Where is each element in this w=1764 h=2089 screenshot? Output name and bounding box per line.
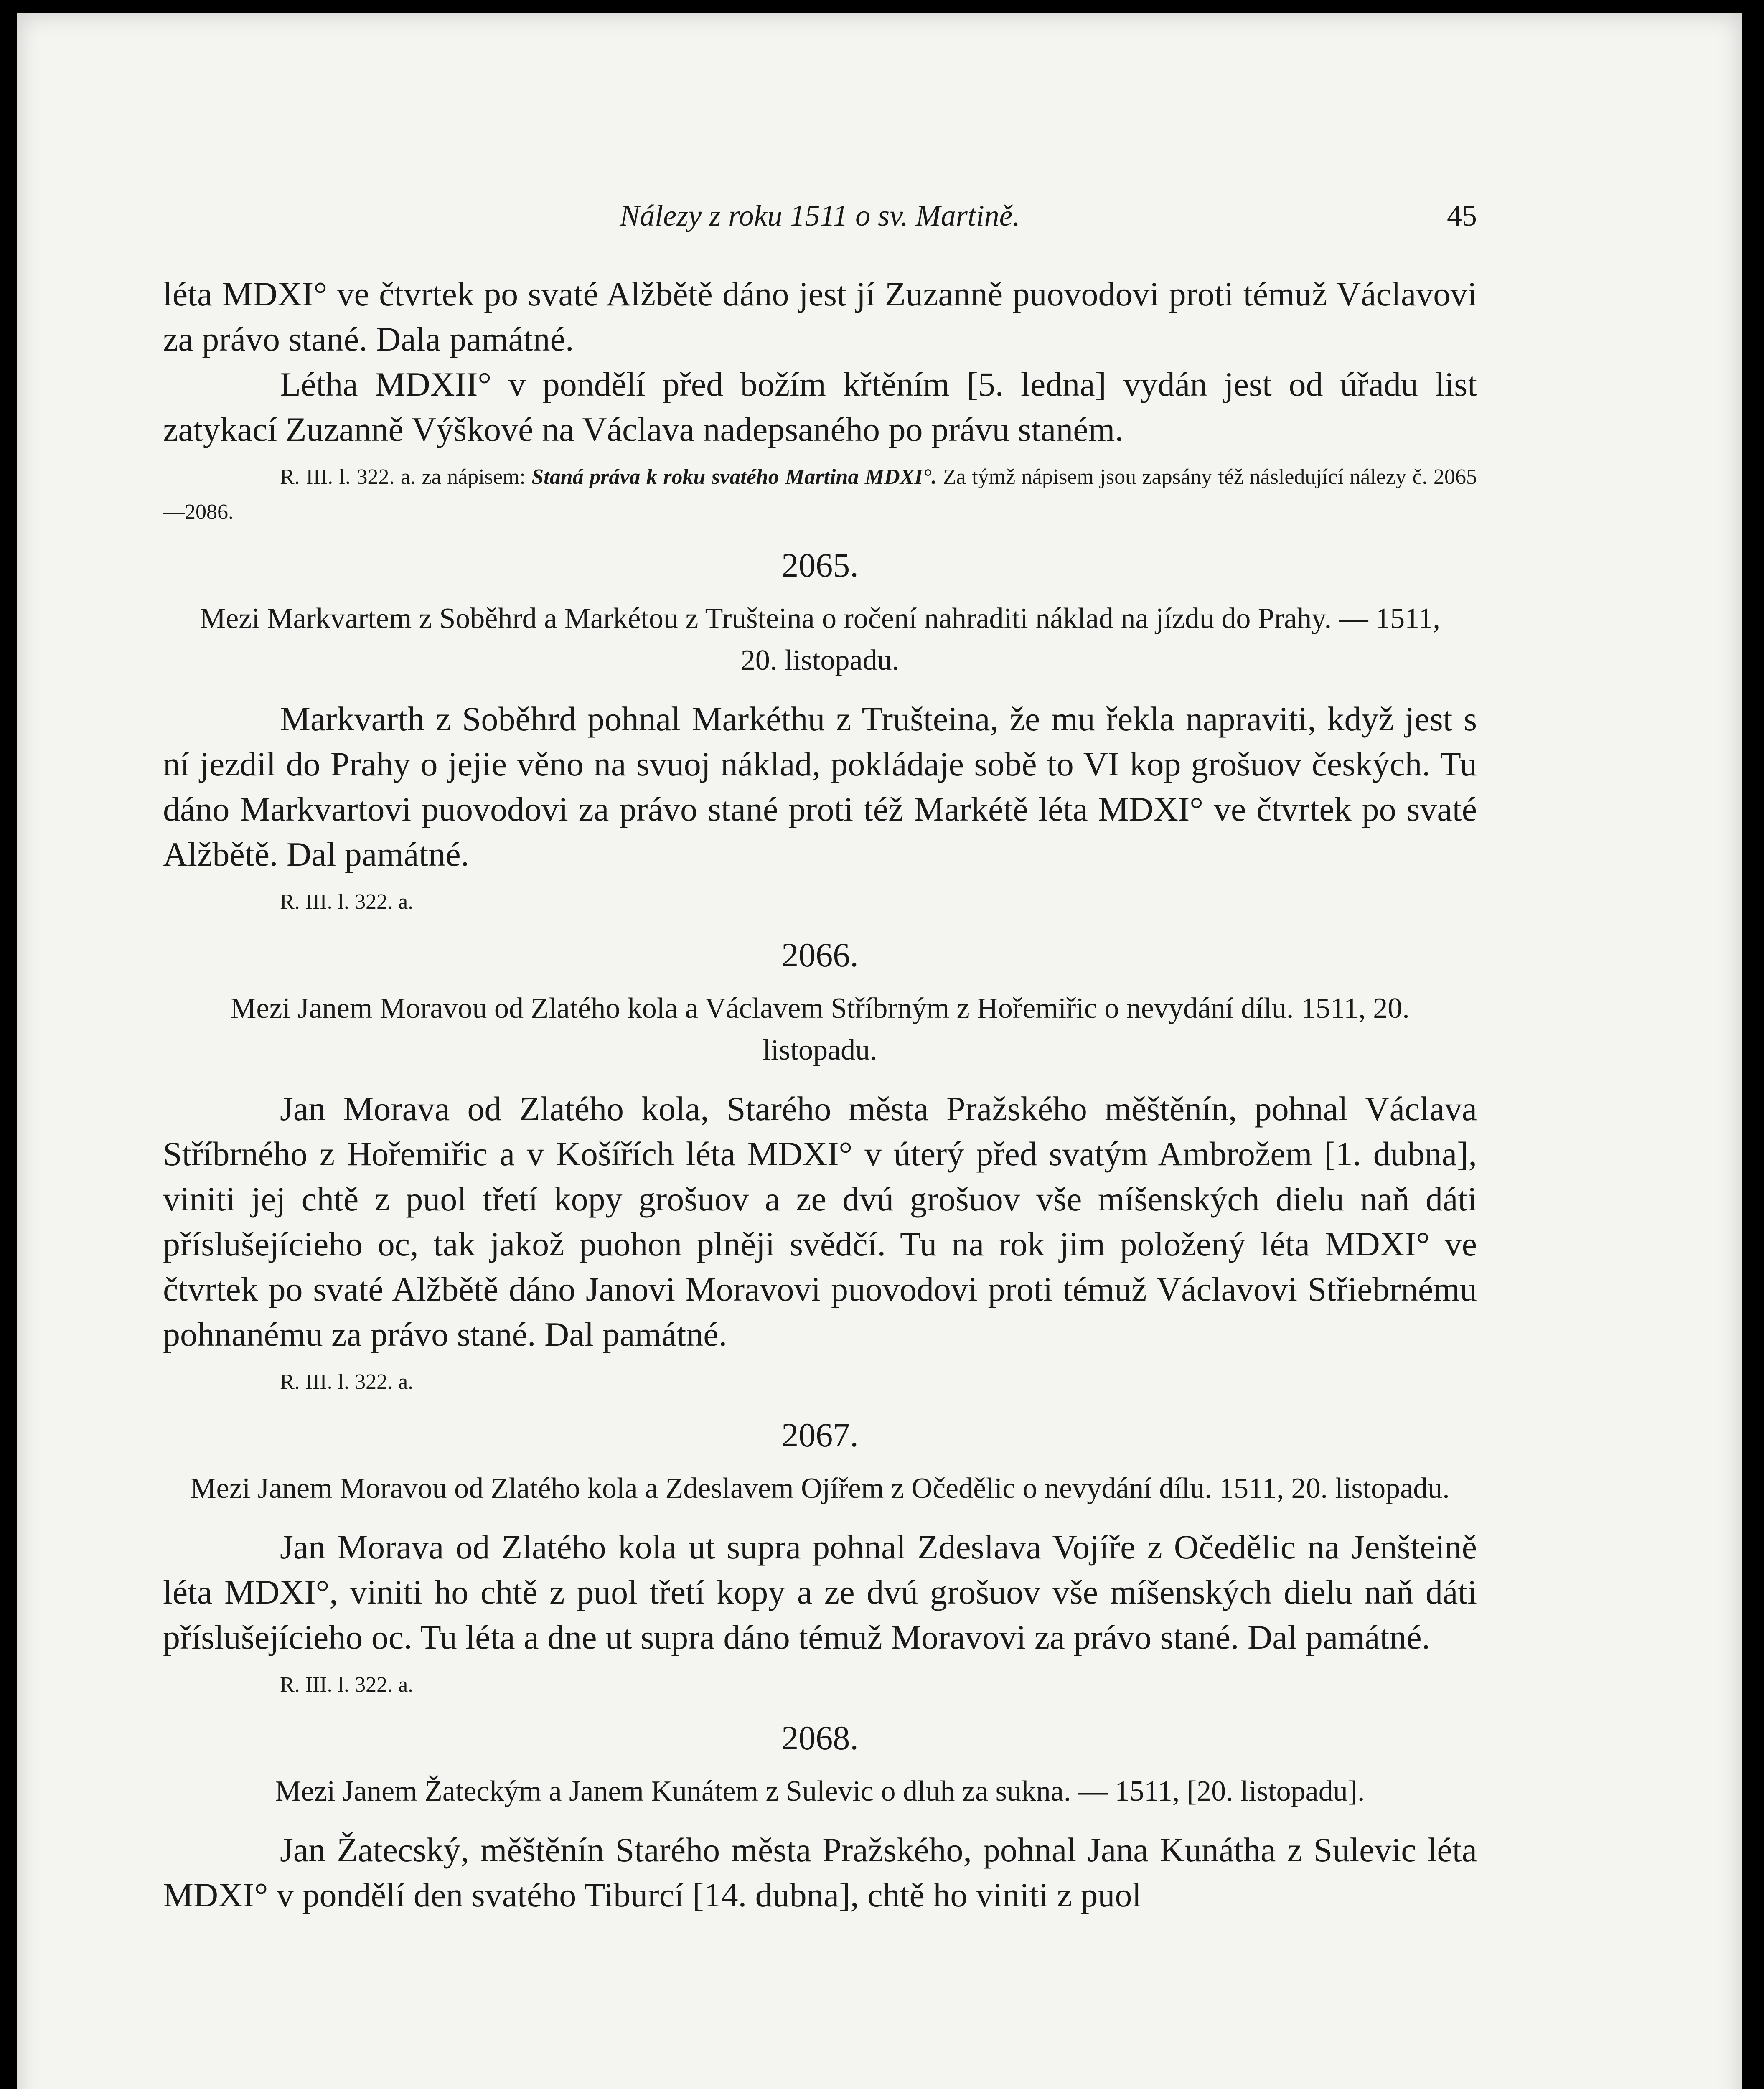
intro-source-note — [163, 460, 1477, 530]
entry-reference: R. III. l. 322. a. — [280, 890, 414, 914]
entry-text: Jan Morava od Zlatého kola, Starého města Pražského měštěnín, pohnal Václava Stříbrného z Hořemiřic a v Košířích léta MDXI° v úterý před svatým Ambrožem [1. dubna], viniti jej chtě z puol třetí kopy grošuov a ze dvú grošuov vše míšenských dielu naň dáti příslušejícieho oc, tak jakož puohon plněji svědčí. Tu na rok jim položený léta MDXI° ve čtvrtek po svaté Alžbětě dáno Janovi Moravovi puovodovi proti témuž Václavovi Střiebrnému pohnanému za právo stané. Dal památné. — [163, 1090, 1477, 1353]
page-content — [163, 198, 1477, 1918]
source-note-ref: R. III. l. 322. a. za nápisem: — [280, 465, 526, 489]
entry-text: Jan Morava od Zlatého kola ut supra pohnal Zdeslava Vojíře z Očedělic na Jenšteině léta MDXI°, viniti ho chtě z puol třetí kopy a ze dvú grošuov vše míšenských dielu naň dáti příslušejícieho oc. Tu léta a dne ut supra dáno témuž Moravovi za právo stané. Dal památné. — [163, 1528, 1477, 1656]
entry-text: Markvarth z Soběhrd pohnal Markéthu z Trušteina, že mu řekla napraviti, když jest s ní jezdil do Prahy o jejie věno na svuoj náklad, pokládaje sobě to VI kop grošuov českých. Tu dáno Markvartovi puovodovi za právo stané proti též Markétě léta MDXI° ve čtvrtek po svaté Alžbětě. Dal památné. — [163, 700, 1477, 873]
source-note-text: Za týmž nápisem jsou zapsány též následující nálezy č. 2065—2086. — [163, 465, 1477, 524]
entry-summary: Mezi Janem Moravou od Zlatého kola a Zdeslavem Ojířem z Očedělic o nevydání dílu. 1511, 20. listopadu. — [190, 1472, 1450, 1504]
entry-number: 2068. — [781, 1719, 859, 1757]
book-page — [17, 13, 1742, 2089]
intro-paragraph-2: Létha MDXII° v pondělí před božím křtěním [5. ledna] vydán jest od úřadu list zatykací Zuzanně Výškové na Václava nadepsaného po právu staném. — [163, 365, 1477, 448]
entry-number: 2067. — [781, 1416, 859, 1454]
entry-reference: R. III. l. 322. a. — [280, 1370, 414, 1394]
entry-2067 — [163, 1414, 1477, 1703]
entry-text: Jan Žatecský, měštěnín Starého města Pražského, pohnal Jana Kunátha z Sulevic léta MDXI° v pondělí den svatého Tiburcí [14. dubna], chtě ho viniti z puol — [163, 1831, 1477, 1914]
page-header — [163, 198, 1477, 236]
source-note-heading: Staná práva k roku svatého Martina MDXI°. — [531, 465, 937, 489]
entry-reference: R. III. l. 322. a. — [280, 1673, 414, 1697]
entry-number: 2065. — [781, 546, 859, 584]
page-number: 45 — [1447, 199, 1477, 232]
entry-summary: Mezi Janem Žateckým a Janem Kunátem z Sulevic o dluh za sukna. — 1511, [20. listopadu]. — [275, 1775, 1365, 1807]
entry-2065 — [163, 544, 1477, 920]
entry-2066 — [163, 934, 1477, 1400]
entry-number: 2066. — [781, 936, 859, 974]
entry-2068 — [163, 1717, 1477, 1918]
running-title: Nálezy z roku 1511 o sv. Martině. — [620, 199, 1020, 232]
intro-paragraph-1: léta MDXI° ve čtvrtek po svaté Alžbětě dáno jest jí Zuzanně puovodovi proti témuž Václavovi za právo stané. Dala památné. — [163, 275, 1477, 358]
entry-summary: Mezi Markvartem z Soběhrd a Markétou z Trušteina o ročení nahraditi náklad na jízdu do Prahy. — 1511, 20. listopadu. — [199, 602, 1441, 676]
entry-summary: Mezi Janem Moravou od Zlatého kola a Václavem Stříbrným z Hořemiřic o nevydání dílu. 1511, 20. listopadu. — [230, 992, 1410, 1066]
